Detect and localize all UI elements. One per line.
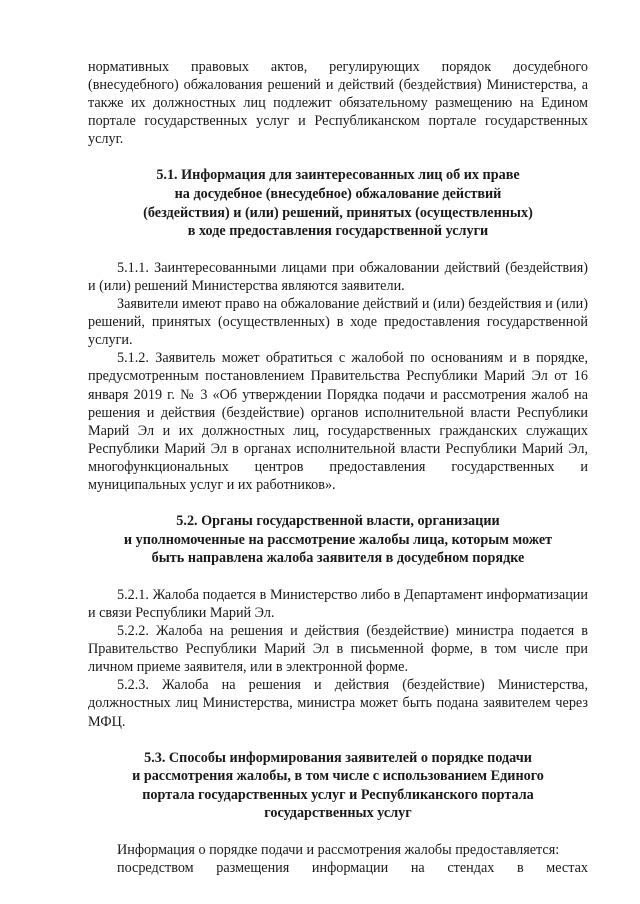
heading-line: (бездействия) и (или) решений, принятых (осуществленных) [143,204,533,221]
heading-line: в ходе предоставления государственной услуги [187,223,489,240]
heading-line: быть направлена жалоба заявителя в досудебном порядке [151,550,525,567]
paragraph-5-2-3: 5.2.3. Жалоба на решения и действия (бездействие) Министерства, должностных лиц Министерства, министра может быть подана заявителем через МФЦ. [88,677,588,730]
section-5-2-heading [88,512,588,568]
paragraph-5-1-1-b: Заявители имеют право на обжалование действий и (или) бездействия и (или) решений, принятых (осуществленных) в ходе предоставления государственной услуги. [88,296,588,349]
paragraph-5-2-1: 5.2.1. Жалоба подается в Министерство либо в Департамент информатизации и связи Республики Марий Эл. [88,586,588,621]
paragraph-5-1-2: 5.1.2. Заявитель может обратиться с жалобой по основаниям и в порядке, предусмотренным постановлением Правительства Республики Марий Эл от 16 января 2019 г. № 3 «Об утверждении Порядка подачи и рассмотрения жалоб на решения и действия (бездействие) органов исполнительной власти Республики Марий Эл и их должностных лиц, государственных гражданских служащих Республики Марий Эл в органах исполнительной власти Республики Марий Эл, многофункциональных центров предоставления государственных и муниципальных услуг и их работников». [88,350,588,493]
heading-line: 5.3. Способы информирования заявителей о порядке подачи [144,749,532,766]
heading-line: 5.1. Информация для заинтересованных лиц об их праве [156,167,520,184]
intro-paragraph: нормативных правовых актов, регулирующих порядок досудебного (внесудебного) обжалования решений и действий (бездействия) Министерства, а также их должностных лиц подлежит обязательному размещению на Едином портале государственных услуг и Республиканском портале государственных услуг. [88,59,588,148]
paragraph-5-3-b: посредством размещения информации на стендах в местах [117,860,588,877]
section-5-1-heading [88,166,588,240]
section-5-3-heading [88,749,588,823]
heading-line: государственных услуг [264,805,412,822]
heading-line: портала государственных услуг и Республиканского портала [142,786,534,803]
paragraph-5-2-2: 5.2.2. Жалоба на решения и действия (бездействие) министра подается в Правительство Республики Марий Эл в письменной форме, в том числе при личном приеме заявителя, или в электронной форме. [88,623,588,676]
heading-line: на досудебное (внесудебное) обжалование действий [174,186,502,203]
heading-line: и рассмотрения жалобы, в том числе с использованием Единого [132,768,544,785]
heading-line: 5.2. Органы государственной власти, организации [176,513,500,530]
heading-line: и уполномоченные на рассмотрение жалобы лица, которым может [123,531,553,548]
paragraph-5-1-1: 5.1.1. Заинтересованными лицами при обжаловании действий (бездействия) и (или) решений Министерства являются заявители. [88,259,588,294]
paragraph-5-3-a: Информация о порядке подачи и рассмотрения жалобы предоставляется: [117,841,560,858]
document-page [88,58,588,877]
